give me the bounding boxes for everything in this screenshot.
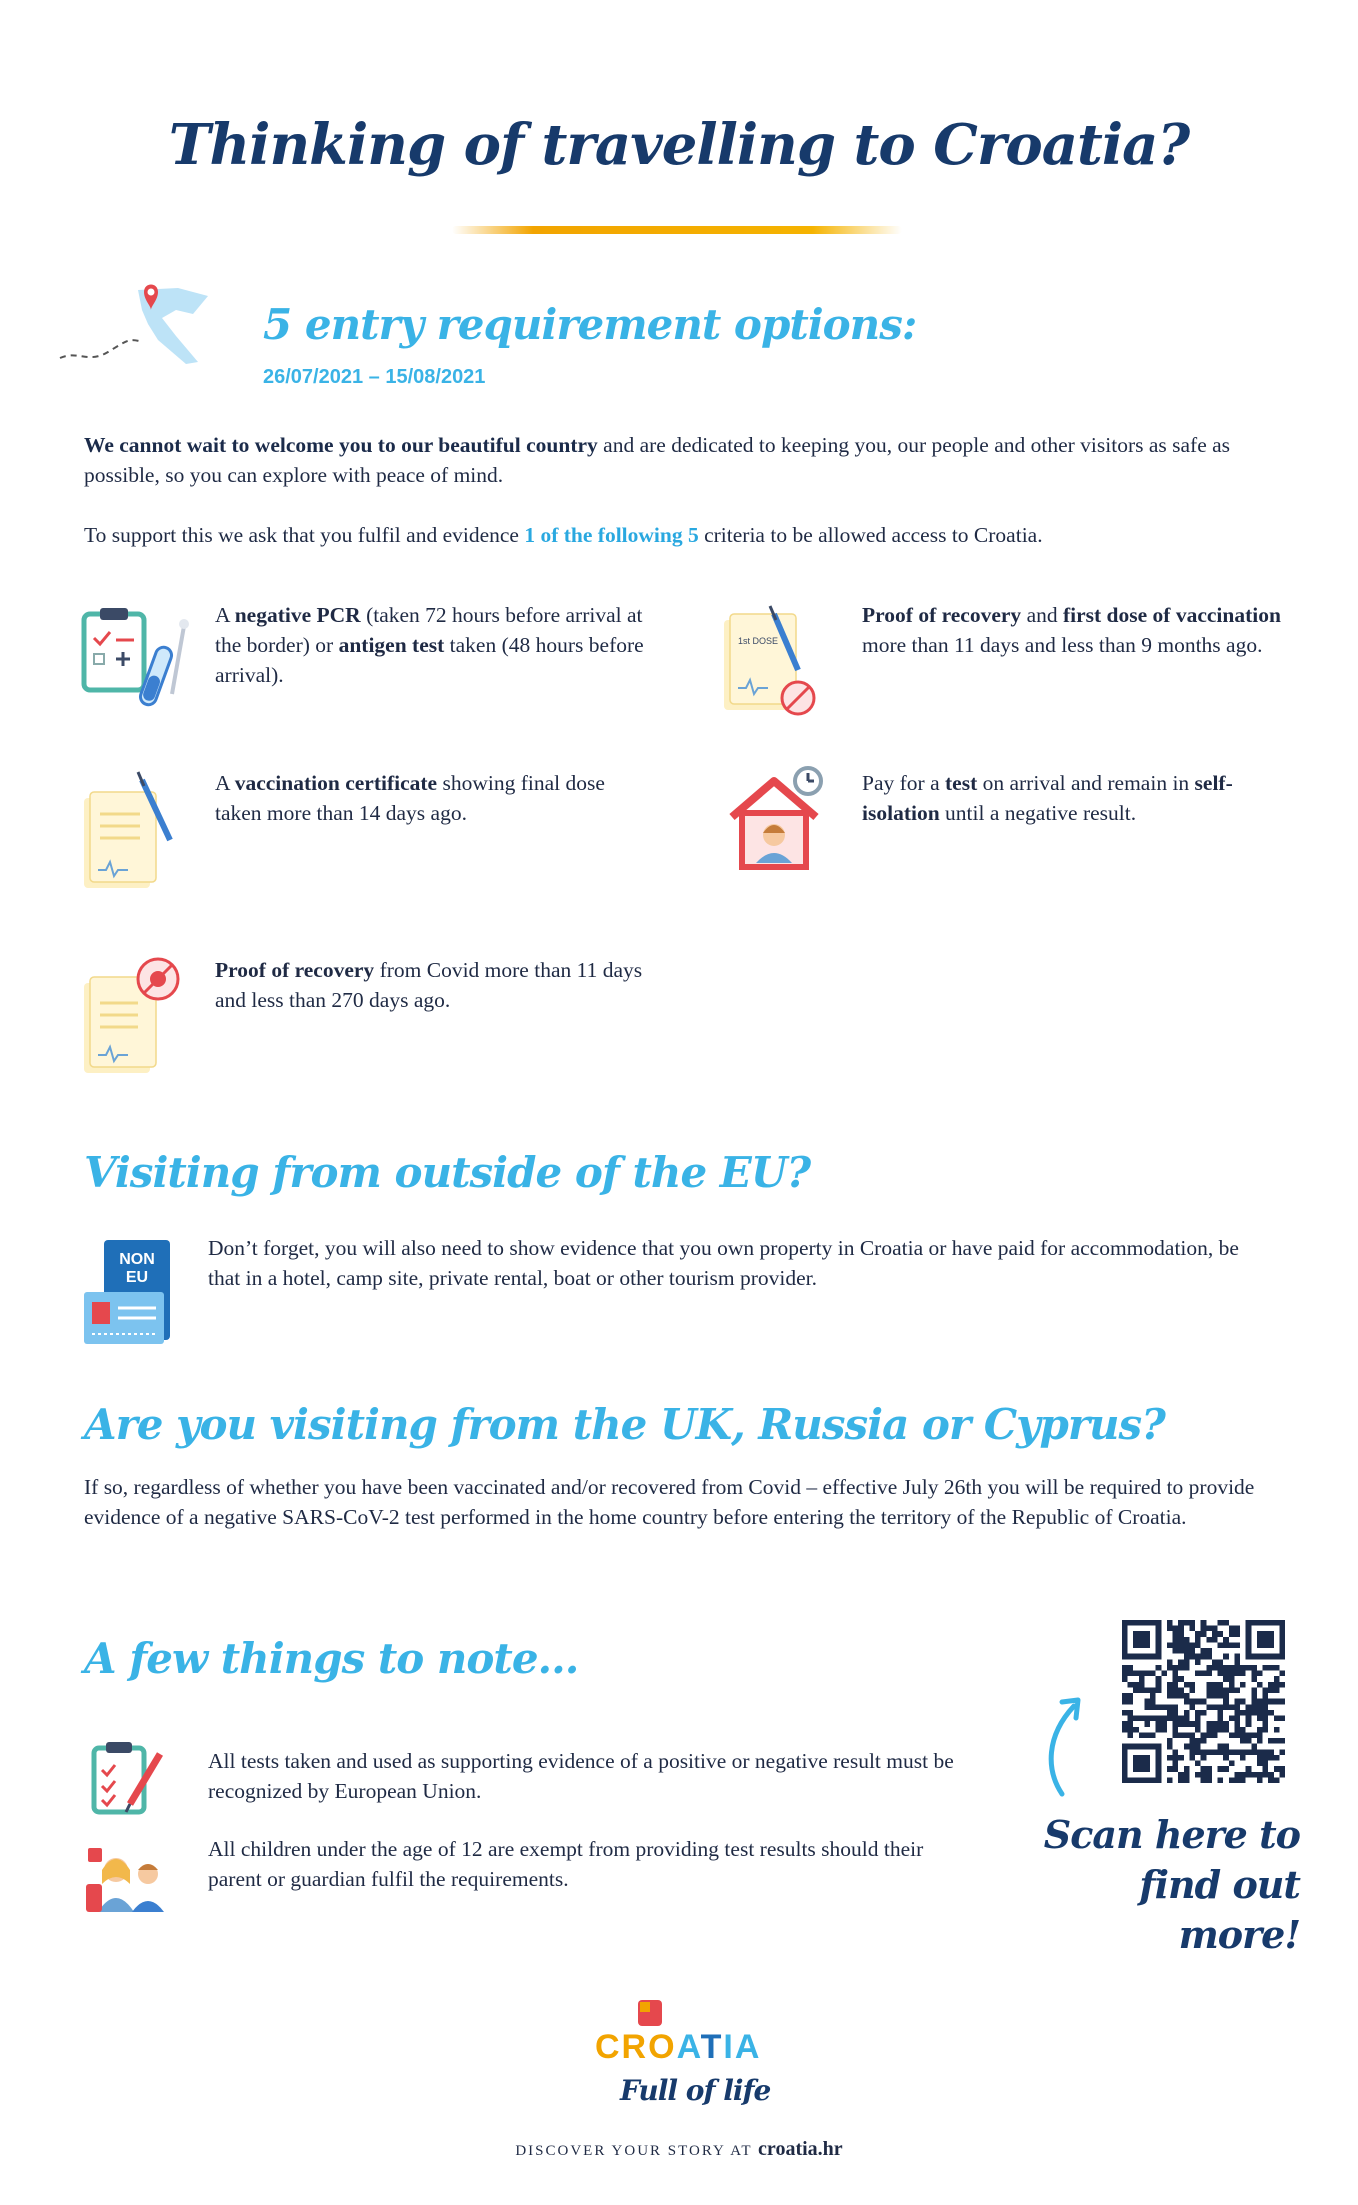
logo-letter: T [700,2028,724,2066]
footer-prefix: DISCOVER YOUR STORY AT [515,2143,759,2159]
dose-label: 1st DOSE [738,636,779,646]
logo-tagline: Full of life [620,2074,771,2107]
page-title: Thinking of travelling to Croatia? [168,112,1190,178]
option-text: (taken 72 hours before arrival at the border) or [215,603,643,657]
uk-title: Are you visiting from the UK, Russia or Cyprus? [84,1400,1165,1449]
intro-p2-start: To support this we ask that you fulfil and evidence [84,523,525,547]
option-bold: vaccination certificate [234,771,438,795]
option-text: and [1021,603,1063,627]
option-text: Pay for a [862,771,945,795]
house-isolation-icon [722,765,832,875]
footer-url[interactable]: croatia.hr [758,2138,843,2160]
footer [0,2138,1358,2161]
option-text: until a negative result. [939,801,1137,825]
option-bold: Proof of recovery [862,603,1022,627]
intro-rest: and are dedicated to keeping you, our people and other visitors as safe as possible, so you can explore with peace of mind. [84,433,1231,487]
croatia-map-icon [58,280,228,380]
intro-paragraph-1 [84,430,1274,490]
scan-cta [1040,1810,1300,1960]
curved-arrow-icon [1040,1690,1090,1800]
uk-text: If so, regardless of whether you have been vaccinated and/or recovered from Covid – effective July 26th you will be required to provide evidence of a negative SARS-CoV-2 test performed in the home country before entering the territory of the Republic of Croatia. [84,1475,1255,1529]
logo-letter: A [676,2028,701,2066]
eu-label: EU [125,1269,149,1286]
intro-bold: We cannot wait to welcome you to our beautiful country [84,433,598,457]
entry-title: 5 entry requirement options: [263,300,917,349]
entry-dates: 26/07/2021 – 15/08/2021 [263,366,486,388]
option-text: showing final dose taken more than 14 days ago. [215,771,605,825]
document-virus-icon [80,955,190,1080]
note-tests-recognized: All tests taken and used as supporting evidence of a positive or negative result must be recognized by European Union. [208,1749,954,1803]
option-vaccination-certificate [215,768,655,828]
logo-mark-icon [636,1998,664,2028]
non-eu-text: Don’t forget, you will also need to show evidence that you own property in Croatia or have paid for accommodation, be that in a hotel, camp site, private rental, boat or other tourism provider. [208,1236,1239,1290]
option-text: from Covid more than 11 days and less than 270 days ago. [215,958,643,1012]
option-bold: negative PCR [234,603,361,627]
intro-paragraph-2 [84,520,1274,550]
option-bold: antigen test [338,633,445,657]
note-children-exempt: All children under the age of 12 are exempt from providing test results should their parent or guardian fulfil the requirements. [208,1837,924,1891]
logo-letter: CRO [595,2028,677,2066]
notes-title: A few things to note... [84,1634,579,1683]
option-text: A [215,603,235,627]
intro-p2-end: criteria to be allowed access to Croatia. [698,523,1043,547]
option-proof-of-recovery [215,955,655,1015]
non-eu-title: Visiting from outside of the EU? [84,1148,811,1197]
scan-line-1: Scan here to [1043,1812,1300,1857]
option-bold: first dose of vaccination [1062,603,1281,627]
title-underline [452,226,902,234]
option-bold: self-isolation [862,771,1233,825]
option-test-on-arrival [862,768,1302,828]
option-bold: Proof of recovery [215,958,375,982]
scan-line-2: find out more! [1139,1862,1300,1957]
option-text: taken (48 hours before arrival). [215,633,644,687]
option-negative-test [215,600,645,690]
clipboard-test-tube-icon [80,606,198,716]
intro-highlight: 1 of the following 5 [524,523,699,547]
option-text: A [215,771,235,795]
family-children-icon [82,1840,174,1914]
non-label: NON [119,1251,155,1268]
option-text: on arrival and remain in [977,771,1195,795]
non-eu-document-icon [82,1238,174,1348]
option-recovery-first-dose [862,600,1302,660]
option-text: more than 11 days and less than 9 months ago. [862,633,1263,657]
checklist-pen-icon [90,1740,166,1816]
option-bold: test [945,771,978,795]
document-syringe-virus-icon [718,600,828,720]
logo-letter: IA [723,2028,762,2066]
document-syringe-icon [80,770,180,895]
qr-code[interactable] [1122,1620,1285,1783]
logo-wordmark [595,2028,761,2067]
